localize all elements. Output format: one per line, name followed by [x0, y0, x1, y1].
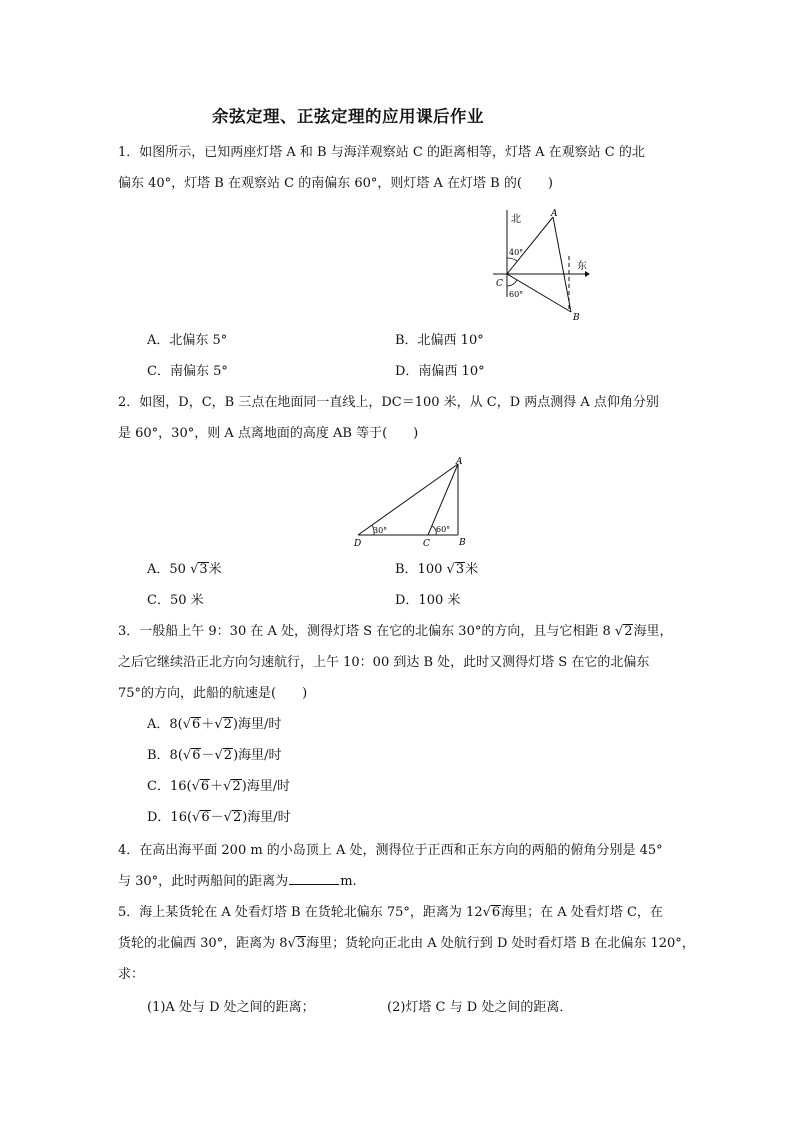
q3-line-1-suffix: 海里，	[633, 624, 673, 639]
q3-line-1-radicand: 2	[624, 624, 633, 639]
q5-line-2-suffix: 海里；货轮向正北由 A 处航行到 D 处时看灯塔 B 在北偏东 120°，	[306, 936, 695, 951]
point-d-label: D	[354, 539, 362, 549]
sqrt-sign: √	[223, 779, 232, 794]
option-prefix: C．16(	[147, 779, 192, 794]
q2-option-b-prefix: B．100	[395, 562, 443, 577]
q3-option-c	[147, 777, 290, 797]
operator: ＋	[201, 717, 215, 732]
q5-subquestion-2: (2)灯塔 C 与 D 处之间的距离．	[387, 1000, 573, 1015]
q5-line-2-radicand: 3	[296, 936, 306, 951]
option-suffix: )海里/时	[232, 717, 282, 732]
page-title: 余弦定理、正弦定理的应用课后作业	[212, 107, 484, 126]
q5-line-2	[118, 934, 695, 954]
angle-60-label: 60°	[509, 290, 524, 299]
sqrt-sign: √	[182, 748, 192, 763]
q4-unit: m.	[340, 874, 357, 889]
point-a-label: A	[551, 209, 558, 219]
sqrt-sign: √	[223, 810, 232, 825]
answer-blank[interactable]	[289, 872, 339, 885]
point-a-label: A	[456, 457, 463, 467]
sqrt-sign: √	[614, 624, 624, 639]
sqrt-sign: √	[482, 905, 491, 920]
point-c-label: C	[496, 279, 503, 289]
q1-option-b: B．北偏西 10°	[395, 333, 484, 348]
q2-figure	[348, 454, 478, 550]
option-suffix: )海里/时	[241, 779, 291, 794]
radicand: 6	[192, 717, 201, 732]
q5-line-1-suffix: 海里；在 A 处看灯塔 C，在	[501, 905, 663, 920]
q3-option-a	[147, 715, 281, 735]
q2-option-a	[147, 560, 222, 580]
q5-line-1-radicand: 6	[491, 905, 501, 920]
radicand: 2	[223, 748, 233, 763]
north-label: 北	[511, 214, 521, 225]
q5-subquestion-1: (1)A 处与 D 处之间的距离；	[147, 1000, 315, 1015]
q1-option-a: A．北偏东 5°	[147, 333, 228, 348]
q2-option-a-radicand: 3	[199, 562, 208, 577]
q2-option-b-radicand: 3	[455, 562, 465, 577]
sqrt-sign: √	[190, 562, 199, 577]
q5-line-1	[118, 903, 663, 923]
option-suffix: )海里/时	[233, 748, 282, 763]
q3-line-2: 之后它继续沿正北方向匀速航行，上午 10：00 到达 B 处，此时又测得灯塔 S 在它的北偏东	[118, 655, 650, 670]
sqrt-sign: √	[446, 562, 455, 577]
q1-option-d: D．南偏西 10°	[395, 364, 485, 379]
point-c-label: C	[423, 539, 430, 549]
sqrt-sign: √	[287, 936, 296, 951]
operator: ＋	[210, 779, 224, 794]
q4-line-2	[118, 872, 357, 892]
q2-option-b-suffix: 米	[465, 562, 479, 577]
sqrt-sign: √	[214, 748, 223, 763]
radicand: 6	[192, 748, 201, 763]
q5-line-2-text: 货轮的北偏西 30°，距离为 8	[118, 936, 288, 951]
operator: －	[201, 748, 215, 763]
q2-line-2: 是 60°，30°，则 A 点离地面的高度 AB 等于( )	[118, 426, 419, 441]
option-suffix: )海里/时	[242, 810, 291, 825]
radicand: 2	[223, 717, 232, 732]
q2-line-1: 2．如图，D，C，B 三点在地面同一直线上，DC＝100 米，从 C，D 两点测得 A 点仰角分别	[118, 395, 659, 410]
q1-line-1: 1．如图所示，已知两座灯塔 A 和 B 与海洋观察站 C 的距离相等，灯塔 A 在观察站 C 的北	[118, 145, 645, 160]
option-prefix: A．8(	[147, 717, 183, 732]
radicand: 6	[201, 810, 210, 825]
angle-40-label: 40°	[509, 248, 524, 257]
sqrt-sign: √	[191, 779, 200, 794]
q3-line-1-text: 3．一般船上午 9：30 在 A 处，测得灯塔 S 在它的北偏东 30°的方向，且与它相距 8	[118, 624, 611, 639]
q1-figure	[485, 200, 605, 325]
sqrt-sign: √	[214, 717, 223, 732]
q4-line-1: 4．在高出海平面 200 m 的小岛顶上 A 处，测得位于正西和正东方向的两船的俯角分别是 45°	[118, 843, 663, 858]
q1-option-c: C．南偏东 5°	[147, 364, 228, 379]
point-b-label: B	[573, 313, 580, 323]
q2-option-c: C．50 米	[147, 593, 204, 608]
q3-option-b	[147, 746, 282, 766]
q2-option-a-prefix: A．50	[147, 562, 186, 577]
q5-line-3: 求：	[118, 967, 145, 982]
q2-option-d: D．100 米	[395, 593, 461, 608]
q3-line-3: 75°的方向，此船的航速是( )	[118, 686, 308, 701]
point-b-label: B	[459, 538, 466, 548]
angle-60-label: 60°	[436, 525, 451, 534]
q3-option-d	[147, 808, 291, 828]
option-prefix: D．16(	[147, 810, 193, 825]
q3-line-1	[118, 622, 672, 642]
option-prefix: B．8(	[147, 748, 183, 763]
sqrt-sign: √	[182, 717, 192, 732]
radicand: 2	[232, 810, 242, 825]
q1-line-2: 偏东 40°，灯塔 B 在观察站 C 的南偏东 60°，则灯塔 A 在灯塔 B 的( )	[118, 176, 553, 191]
q4-line-2-text: 与 30°，此时两船间的距离为	[118, 874, 289, 889]
angle-30-label: 30°	[373, 526, 388, 535]
operator: －	[210, 810, 224, 825]
sqrt-sign: √	[192, 810, 201, 825]
q5-line-1-text: 5．海上某货轮在 A 处看灯塔 B 在货轮北偏东 75°，距离为 12	[118, 905, 483, 920]
q2-option-a-suffix: 米	[208, 562, 222, 577]
radicand: 6	[200, 779, 210, 794]
q2-option-b	[395, 560, 478, 580]
east-label: 东	[577, 261, 587, 272]
radicand: 2	[232, 779, 241, 794]
